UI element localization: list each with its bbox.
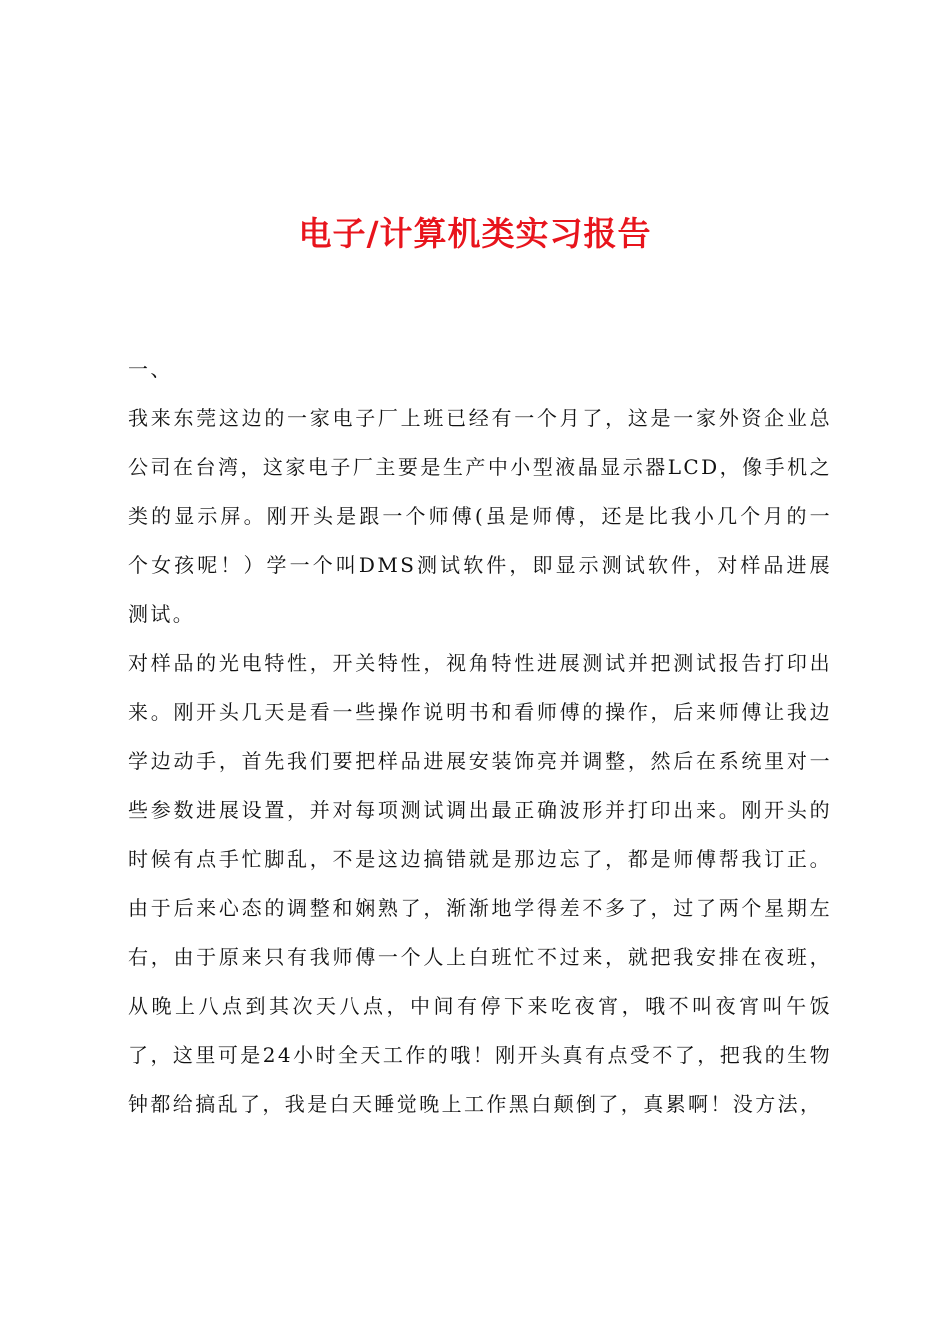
paragraph-2: 对样品的光电特性，开关特性，视角特性进展测试并把测试报告打印出来。刚开头几天是看一些操作说明书和看师傅的操作，后来师傅让我边学边动手，首先我们要把样品进展安装饰亮并调整，然后在系统里对一些参数进展设置，并对每项测试调出最正确波形并打印出来。刚开头的时候有点手忙脚乱，不是这边搞错就是那边忘了，都是师傅帮我订正。由于后来心态的调整和娴熟了，渐渐地学得差不多了，过了两个星期左右，由于原来只有我师傅一个人上白班忙不过来，就把我安排在夜班，从晚上八点到其次天八点，中间有停下来吃夜宵，哦不叫夜宵叫午饭了，这里可是24小时全天工作的哦！刚开头真有点受不了，把我的生物钟都给搞乱了，我是白天睡觉晚上工作黑白颠倒了，真累啊！没方法，: [128, 651, 832, 1116]
paragraph-1: 我来东莞这边的一家电子厂上班已经有一个月了，这是一家外资企业总公司在台湾，这家电子厂主要是生产中小型液晶显示器LCD，像手机之类的显示屏。刚开头是跟一个师傅(虽是师傅，还是比我小几个月的一个女孩呢！）学一个叫DMS测试软件，即显示测试软件，对样品进展测试。: [128, 406, 832, 626]
document-title: 电子/计算机类实习报告: [298, 214, 652, 253]
document-body: [128, 345, 832, 1129]
section-number: 一、: [128, 357, 173, 381]
